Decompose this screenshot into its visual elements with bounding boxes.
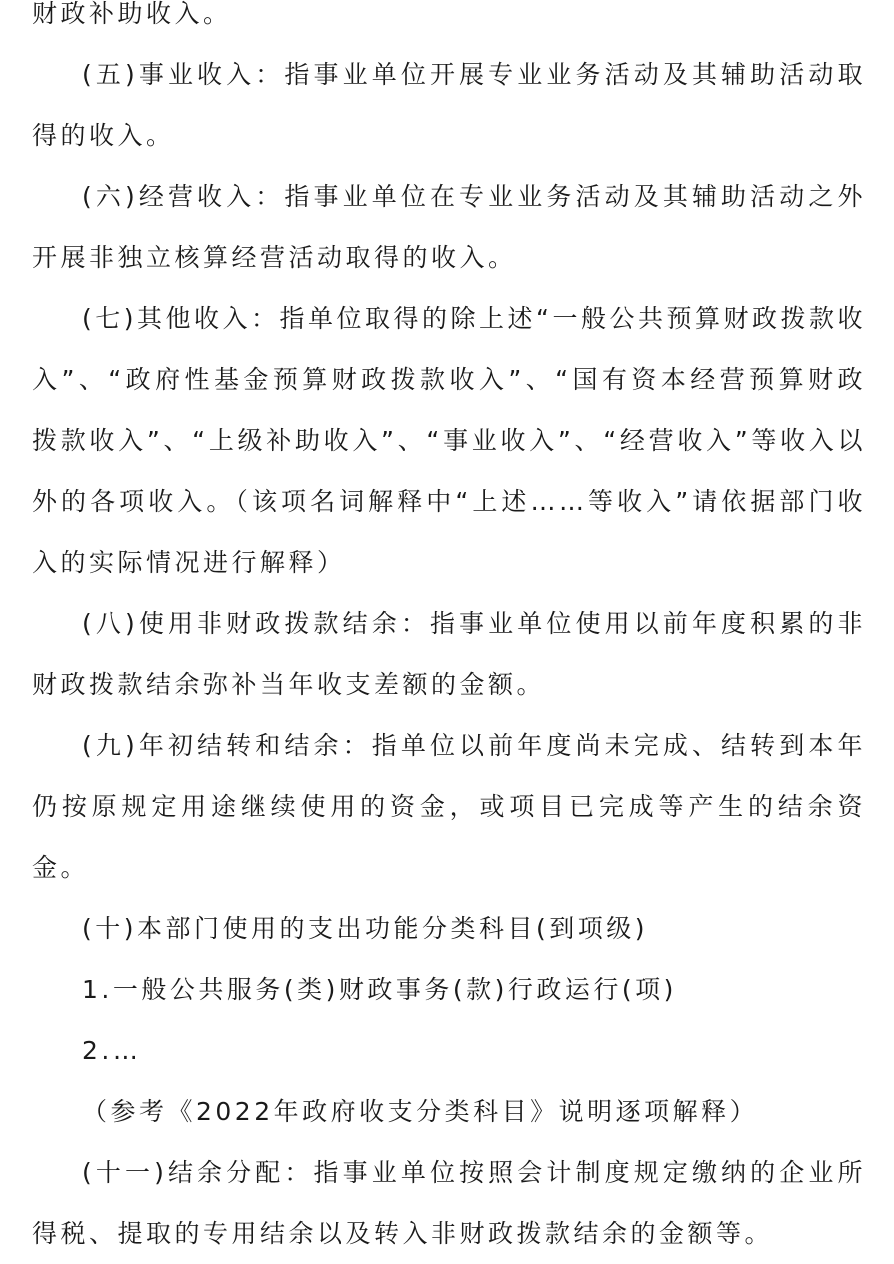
paragraph-operating-income: (六)经营收入：指事业单位在专业业务活动及其辅助活动之外开展非独立核算经营活动取得的收入。 <box>32 182 866 272</box>
paragraph-carryover: (九)年初结转和结余：指单位以前年度尚未完成、结转到本年仍按原规定用途继续使用的资金，或项目已完成等产生的结余资金。 <box>32 731 866 882</box>
paragraph-continuation: 财政补助收入。 <box>32 0 232 28</box>
paragraph-other-income: (七)其他收入：指单位取得的除上述“一般公共预算财政拨款收入”、“政府性基金预算财政拨款收入”、“国有资本经营预算财政拨款收入”、“上级补助收入”、“事业收入”、“经营收入”等收入以外的各项收入。（该项名词解释中“上述……等收入”请依据部门收入的实际情况进行解释） <box>32 304 866 577</box>
list-item-2: 2.… <box>82 1036 142 1065</box>
paragraph-function-subjects: (十)本部门使用的支出功能分类科目(到项级) <box>82 914 649 943</box>
list-item-1: 1.一般公共服务(类)财政事务(款)行政运行(项) <box>82 975 677 1004</box>
paragraph-surplus-distribution: (十一)结余分配：指事业单位按照会计制度规定缴纳的企业所得税、提取的专用结余以及转入非财政拨款结余的金额等。 <box>32 1158 866 1248</box>
paragraph-non-fiscal-surplus: (八)使用非财政拨款结余：指事业单位使用以前年度积累的非财政拨款结余弥补当年收支差额的金额。 <box>32 609 866 699</box>
paragraph-business-income: (五)事业收入：指事业单位开展专业业务活动及其辅助活动取得的收入。 <box>32 60 866 150</box>
paragraph-reference-note: （参考《2022年政府收支分类科目》说明逐项解释） <box>82 1097 759 1126</box>
